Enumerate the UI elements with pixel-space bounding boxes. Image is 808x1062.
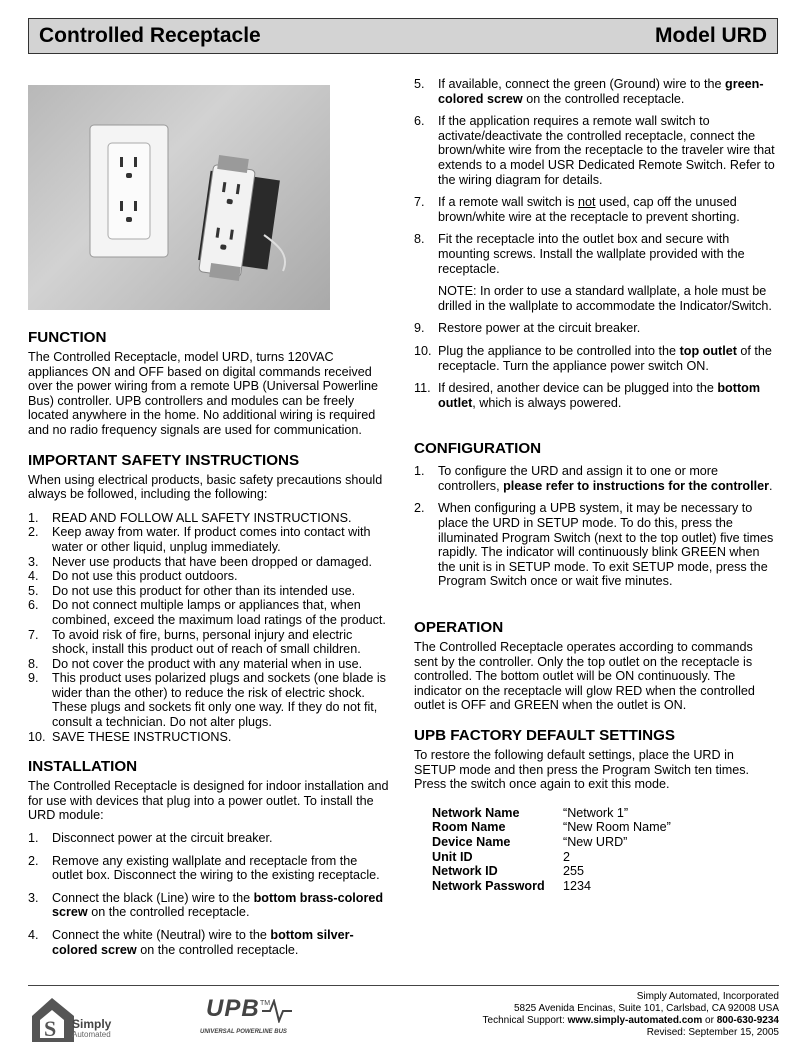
phone-number: 800-630-9234 <box>716 1015 779 1026</box>
installation-steps-continued <box>414 77 778 410</box>
signal-wave-icon <box>262 999 292 1023</box>
upb-logo-text: UPB <box>206 995 260 1022</box>
upb-logo <box>198 995 298 1035</box>
list-item: 9. Restore power at the circuit breaker. <box>414 321 641 336</box>
operation-heading: OPERATION <box>414 619 504 637</box>
configuration-heading: CONFIGURATION <box>414 440 542 458</box>
install-note: NOTE: In order to use a standard wallplate, a hole must be drilled in the wallplate to accommodate the Indicator/Switch. <box>438 284 772 313</box>
company-address: 5825 Avenida Encinas, Suite 101, Carlsbad, CA 92008 USA <box>514 1003 779 1014</box>
configuration-steps <box>414 464 778 589</box>
table-row: Network Name “Network 1” <box>432 805 629 820</box>
defaults-intro: To restore the following default settings, place the URD in SETUP mode and then press the Program Switch ten times. Press the switch once again to exit this mode. <box>414 748 750 792</box>
safety-list <box>28 511 390 745</box>
defaults-heading: UPB FACTORY DEFAULT SETTINGS <box>414 727 676 744</box>
table-row: Room Name “New Room Name” <box>432 820 671 835</box>
list-item: 4. Connect the white (Neutral) wire to the bottom silver-colored screw on the controlled receptacle. <box>28 928 354 957</box>
logo-simply: Simply <box>72 1017 112 1031</box>
simply-automated-logo <box>30 994 120 1044</box>
list-item: 2. When configuring a UPB system, it may be necessary to place the URD in SETUP mode. To do this, press the illuminated Program Switch (next to the top outlet) five times rapidly. The indicator will continuously blink GREEN when the unit is in SETUP mode. To exit SETUP mode, press the Program Switch once or wait five minutes. <box>414 501 774 589</box>
operation-text: The Controlled Receptacle operates according to commands sent by the controller. Only the top outlet on the receptacle is controlled. The bottom outlet will be ON continuously. The indicator on the receptacle will glow RED when the controlled outlet is OFF and GREEN when the outlet is ON. <box>414 640 755 713</box>
table-row: Unit ID 2 <box>432 849 571 864</box>
footer-divider <box>28 985 779 986</box>
installation-intro: The Controlled Receptacle is designed for indoor installation and for use with devices that plug into a power outlet. To install the URD module: <box>28 779 389 823</box>
website-link[interactable]: www.simply-automated.com <box>567 1015 703 1026</box>
installation-steps <box>28 831 390 957</box>
list-item: 8. Fit the receptacle into the outlet box and secure with mounting screws. Install the wallplate provided with the receptacle. NOTE: In order to use a standard wallplate, a hole must be drilled in the wallplate to accommodate the Indicator/Switch. <box>414 232 778 313</box>
list-item: 10. SAVE THESE INSTRUCTIONS. <box>28 729 232 744</box>
table-row: Network Password 1234 <box>432 878 592 893</box>
list-item: 6. If the application requires a remote wall switch to activate/deactivate the controlled receptacle, connect the brown/white wire from the receptacle to the traveler wire that extends to a model USR Dedicated Remote Switch. Refer to the wiring diagram for details. <box>414 114 775 187</box>
upb-logo-sub: UNIVERSAL POWERLINE BUS <box>200 1029 287 1035</box>
list-item: 3. Connect the black (Line) wire to the bottom brass-colored screw on the controlled receptacle. <box>28 890 384 920</box>
function-text: The Controlled Receptacle, model URD, turns 120VAC appliances ON and OFF based on digital commands received over the power wiring from a remote UPB (Universal Powerline Bus) controller. UPB controllers and modules can be freely located anywhere in the home. No additional wiring is required and no radio frequency signals are used for communication. <box>28 350 378 437</box>
list-item: 5. Do not use this product for other than its intended use. <box>28 583 356 598</box>
upb-logo-tm: TM <box>260 1000 271 1007</box>
list-item: 11. If desired, another device can be plugged into the bottom outlet, which is always powered. <box>414 381 761 410</box>
right-column <box>414 77 778 893</box>
model-label: Model URD <box>655 23 767 47</box>
product-photo <box>28 85 330 310</box>
safety-intro: When using electrical products, basic safety precautions should always be followed, including the following: <box>28 472 383 502</box>
list-item: 7. If a remote wall switch is not used, cap off the unused brown/white wire at the receptacle to prevent shorting. <box>414 195 740 224</box>
defaults-table <box>432 806 671 894</box>
function-heading: FUNCTION <box>28 329 107 346</box>
logo-automated: Automated <box>72 1030 111 1039</box>
table-row: Network ID 255 <box>432 864 585 879</box>
house-icon <box>30 994 78 1044</box>
list-item: 10. Plug the appliance to be controlled into the top outlet of the receptacle. Turn the appliance power switch ON. <box>414 343 772 373</box>
list-item: 8. Do not cover the product with any material when in use. <box>28 656 363 671</box>
table-row: Device Name “New URD” <box>432 834 628 849</box>
support-line: Technical Support: www.simply-automated.com or 800-630-9234 <box>482 1015 779 1026</box>
list-item: 1. Disconnect power at the circuit breaker. <box>28 831 273 846</box>
page-header <box>28 18 778 54</box>
list-item: 2. Keep away from water. If product comes into contact with water or other liquid, unplug immediately. <box>28 525 371 554</box>
list-item: 6. Do not connect multiple lamps or appliances that, when combined, exceed the maximum load ratings of the product. <box>28 598 386 627</box>
page-title: Controlled Receptacle <box>39 23 261 47</box>
svg-text:S: S <box>44 1016 57 1041</box>
list-item: 5. If available, connect the green (Ground) wire to the green-colored screw on the controlled receptacle. <box>414 77 764 106</box>
company-name: Simply Automated, Incorporated <box>636 991 779 1002</box>
list-item: 9. This product uses polarized plugs and sockets (one blade is wider than the other) to reduce the risk of electric shock. These plugs and sockets fit only one way. If they do not fit, consult a technician. Do not alter plugs. <box>28 671 386 730</box>
list-item: 1. To configure the URD and assign it to one or more controllers, please refer to instructions for the controller. <box>414 464 773 493</box>
safety-heading: IMPORTANT SAFETY INSTRUCTIONS <box>28 451 300 469</box>
installation-heading: INSTALLATION <box>28 758 138 776</box>
revised-date: Revised: September 15, 2005 <box>646 1027 779 1038</box>
list-item: 7. To avoid risk of fire, burns, personal injury and electric shock, install this product out of reach of small children. <box>28 627 361 657</box>
receptacle-face <box>108 143 150 239</box>
list-item: 4. Do not use this product outdoors. <box>28 569 238 584</box>
list-item: 1. READ AND FOLLOW ALL SAFETY INSTRUCTIONS. <box>28 510 352 525</box>
footer-contact <box>483 991 779 1039</box>
list-item: 3. Never use products that have been dropped or damaged. <box>28 554 372 569</box>
left-column <box>28 329 390 957</box>
list-item: 2. Remove any existing wallplate and receptacle from the outlet box. Disconnect the wiring to the existing receptacle. <box>28 853 380 883</box>
